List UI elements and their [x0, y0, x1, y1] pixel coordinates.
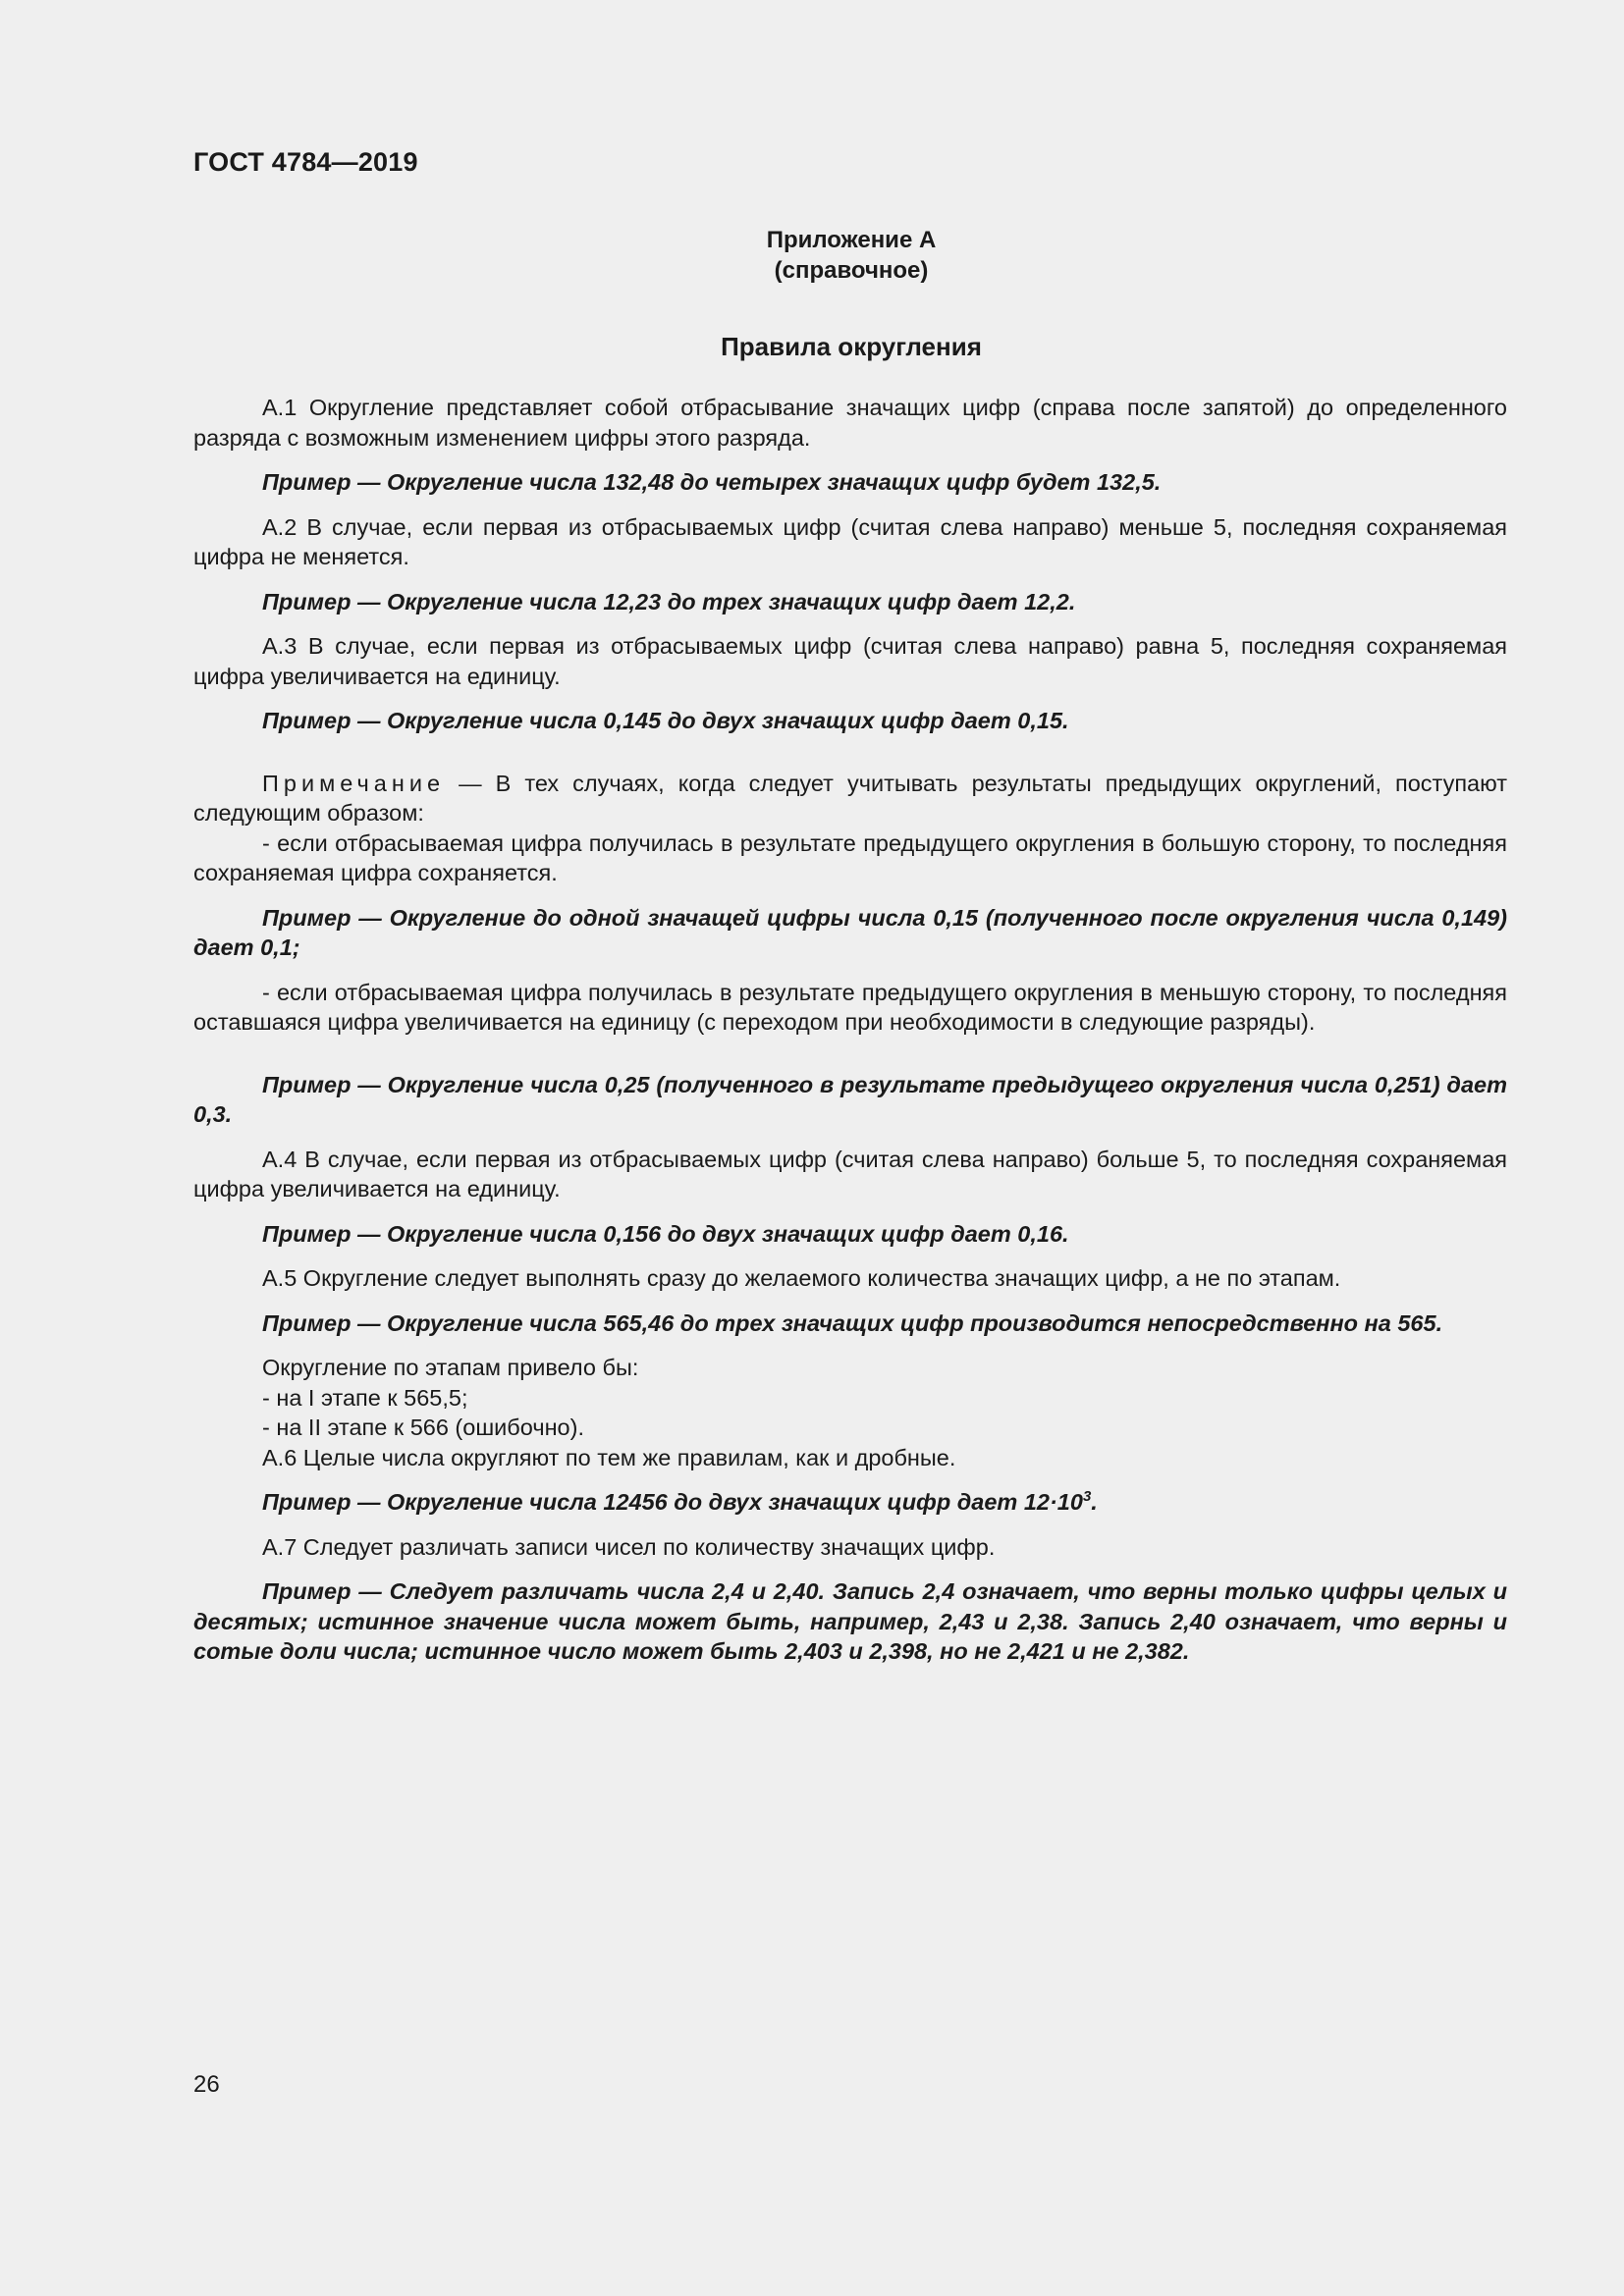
example-a6-exponent: 3 [1082, 1488, 1092, 1506]
appendix-heading [0, 225, 1624, 286]
paragraph-a3: А.3 В случае, если первая из отбрасываемых цифр (считая слева направо) равна 5, последняя сохраняемая цифра увеличивается на единицу. [193, 633, 1507, 689]
example-a3: Пример — Округление числа 0,145 до двух значащих цифр дает 0,15. [262, 708, 1069, 733]
note-paragraph [193, 769, 1507, 828]
document-header: ГОСТ 4784—2019 [193, 147, 418, 177]
document-body [193, 393, 1507, 1667]
step-1: - на I этапе к 565,5; [262, 1384, 468, 1411]
section-title: Правила округления [721, 332, 982, 361]
paragraph-a1: А.1 Округление представляет собой отбрасывание значащих цифр (справа после запятой) до определенного разряда с возможным изменением цифры этого разряда. [193, 395, 1507, 451]
paragraph-a5: А.5 Округление следует выполнять сразу до желаемого количества значащих цифр, а не по этапам. [262, 1265, 1341, 1291]
example-a7: Пример — Следует различать числа 2,4 и 2,40. Запись 2,4 означает, что верны только цифры целых и десятых; истинное значение числа может быть, например, 2,43 и 2,38. Запись 2,40 означает, что верны и сотые доли числа; истинное число может быть 2,403 и 2,398, но не 2,421 и не 2,382. [193, 1578, 1507, 1664]
example-a6-end: . [1091, 1489, 1098, 1515]
steps-intro: Округление по этапам привело бы: [262, 1355, 639, 1380]
paragraph-a7: А.7 Следует различать записи чисел по количеству значащих цифр. [262, 1533, 996, 1560]
appendix-title: Приложение А [766, 227, 937, 253]
example-a5: Пример — Округление числа 565,46 до трех значащих цифр производится непосредственно на 565. [262, 1309, 1443, 1336]
appendix-type: (справочное) [774, 257, 929, 284]
note-item-1: - если отбрасываемая цифра получилась в результате предыдущего округления в большую сторону, то последняя сохраняемая цифра сохраняется. [193, 829, 1507, 885]
example-a4: Пример — Округление числа 0,156 до двух значащих цифр дает 0,16. [262, 1220, 1069, 1247]
paragraph-a2: А.2 В случае, если первая из отбрасываемых цифр (считая слева направо) меньше 5, последняя сохраняемая цифра не меняется. [193, 513, 1507, 569]
paragraph-a6: А.6 Целые числа округляют по тем же правилам, как и дробные. [262, 1444, 956, 1470]
example-a2: Пример — Округление числа 12,23 до трех значащих цифр дает 12,2. [262, 588, 1076, 614]
example-a6-text: Пример — Округление числа 12456 до двух значащих цифр дает 12·10 [262, 1489, 1083, 1515]
paragraph-a4: А.4 В случае, если первая из отбрасываемых цифр (считая слева направо) больше 5, то последняя сохраняемая цифра увеличивается на единицу. [193, 1146, 1507, 1201]
note-label: Примечание [262, 770, 446, 796]
note-text: — В тех случаях, когда следует учитывать результаты предыдущих округлений, поступают следующим образом: [193, 770, 1507, 826]
page-number: 26 [193, 2071, 220, 2098]
step-2: - на II этапе к 566 (ошибочно). [262, 1415, 584, 1440]
note-item-2: - если отбрасываемая цифра получилась в результате предыдущего округления в меньшую сторону, то последняя оставшаяся цифра увеличивается на единицу (с переходом при необходимости в следующие разряды). [193, 979, 1507, 1035]
example-a1: Пример — Округление числа 132,48 до четырех значащих цифр будет 132,5. [262, 469, 1162, 495]
example-note-2: Пример — Округление числа 0,25 (полученного в результате предыдущего округления числа 0,251) дает 0,3. [193, 1071, 1507, 1127]
example-a6 [193, 1487, 1507, 1518]
example-note-1: Пример — Округление до одной значащей цифры числа 0,15 (полученного после округления числа 0,149) дает 0,1; [193, 904, 1507, 960]
